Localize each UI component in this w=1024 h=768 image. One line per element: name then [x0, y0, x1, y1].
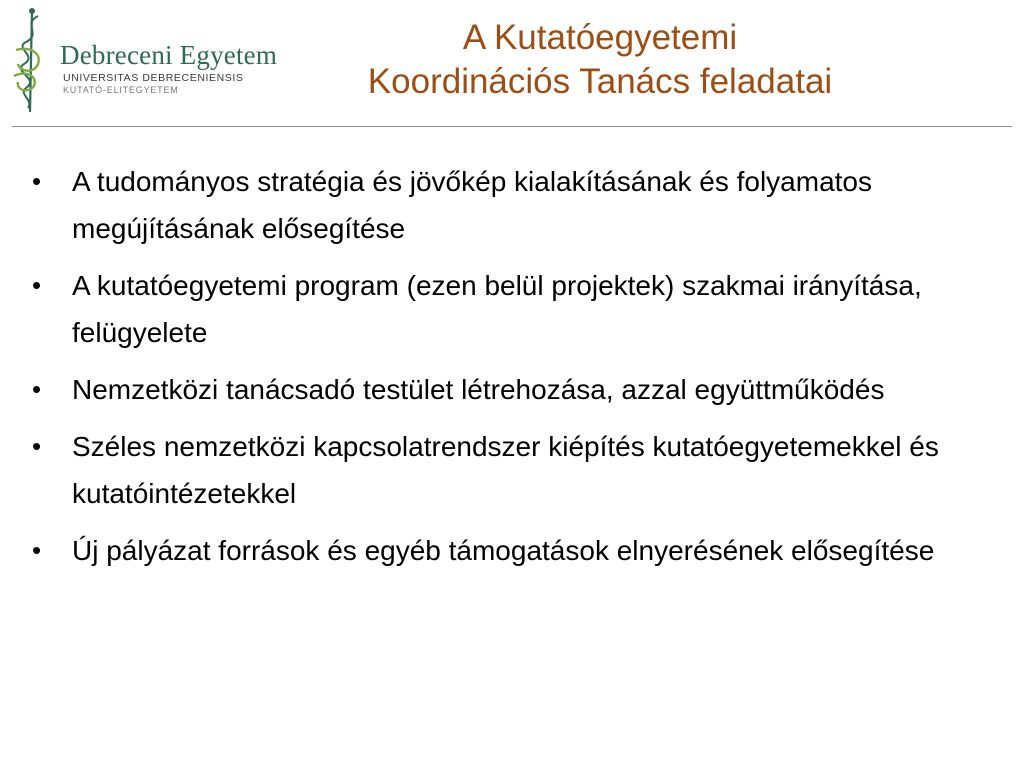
logo-university-name: Debreceni Egyetem	[60, 40, 278, 70]
bullet-item	[30, 366, 1010, 413]
bullet-item	[30, 423, 1010, 517]
bullet-dot-icon: •	[32, 535, 42, 565]
bullet-text: Széles nemzetközi kapcsolatrendszer kiépítés kutatóegyetemekkel és kutatóintézetekkel	[72, 431, 939, 509]
bullet-dot-icon: •	[32, 431, 42, 461]
bullet-text: Új pályázat források és egyéb támogatások elnyerésének elősegítése	[72, 535, 935, 566]
header-divider	[12, 126, 1012, 127]
bullet-item	[30, 158, 1010, 252]
bullet-text: A kutatóegyetemi program (ezen belül projektek) szakmai irányítása, felügyelete	[72, 270, 922, 348]
slide-title-line-2: Koordinációs Tanács feladatai	[367, 62, 833, 101]
bullet-list	[30, 158, 1010, 584]
bullet-text: Nemzetközi tanácsadó testület létrehozása, azzal együttműködés	[72, 374, 885, 405]
slide-title-line-1: A Kutatóegyetemi	[462, 18, 738, 57]
bullet-dot-icon: •	[32, 166, 42, 196]
logo-latin-name: UNIVERSITAS DEBRECENIENSIS	[63, 72, 244, 84]
slide-title	[300, 16, 900, 104]
logo-subtitle: KUTATÓ-ELITEGYETEM	[63, 85, 179, 95]
university-emblem-icon	[8, 6, 54, 116]
bullet-item	[30, 527, 1010, 574]
bullet-dot-icon: •	[32, 270, 42, 300]
bullet-dot-icon: •	[32, 374, 42, 404]
bullet-item	[30, 262, 1010, 356]
bullet-text: A tudományos stratégia és jövőkép kialakításának és folyamatos megújításának elősegítése	[72, 166, 872, 244]
university-logo	[8, 6, 308, 118]
